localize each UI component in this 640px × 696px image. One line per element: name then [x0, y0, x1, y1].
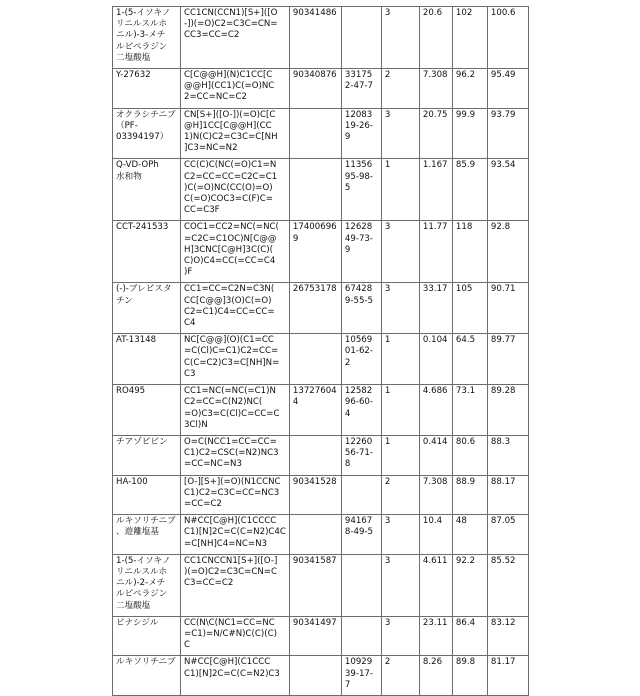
smiles-cell: CC1=CC=C2N=C3N( CC[C@@]3(O)C(=O) C2=C1)C4=CC=CC= C4	[181, 283, 290, 334]
cas-number-cell: 11356 95-98- 5	[341, 159, 381, 221]
value-1-cell: 0.104	[419, 334, 452, 385]
value-1-cell: 1.167	[419, 159, 452, 221]
value-1-cell: 0.414	[419, 435, 452, 475]
cas-number-cell	[341, 475, 381, 515]
compound-id-cell	[289, 435, 341, 475]
value-3-cell: 100.6	[487, 7, 528, 69]
value-3-cell: 81.17	[487, 656, 528, 696]
count-cell: 2	[381, 656, 419, 696]
compound-name-cell: ルキソリチニブ	[113, 656, 181, 696]
value-3-cell: 92.8	[487, 221, 528, 283]
table-row	[113, 656, 529, 696]
table-row	[113, 108, 529, 159]
cas-number-cell	[341, 616, 381, 656]
smiles-cell: O=C(NCC1=CC=CC= C1)C2=CSC(=N2)NC3 =CC=NC=N3	[181, 435, 290, 475]
count-cell: 3	[381, 515, 419, 555]
compound-id-cell	[289, 515, 341, 555]
value-2-cell: 105	[452, 283, 487, 334]
value-3-cell: 93.54	[487, 159, 528, 221]
value-1-cell: 8.26	[419, 656, 452, 696]
value-2-cell: 99.9	[452, 108, 487, 159]
count-cell: 3	[381, 7, 419, 69]
cas-number-cell: 12083 19-26- 9	[341, 108, 381, 159]
value-1-cell: 4.686	[419, 385, 452, 436]
table-row	[113, 7, 529, 69]
value-3-cell: 88.3	[487, 435, 528, 475]
cas-number-cell	[341, 7, 381, 69]
smiles-cell: COC1=CC2=NC(=NC( =C2C=C1OC)N[C@@ H]3CNC[C@H]3C(C)( C)O)C4=CC(=CC=C4 )F	[181, 221, 290, 283]
value-3-cell: 90.71	[487, 283, 528, 334]
count-cell: 3	[381, 108, 419, 159]
cas-number-cell: 10569 01-62- 2	[341, 334, 381, 385]
smiles-cell: CC(C)C(NC(=O)C1=N C2=CC=CC=C2C=C1 )C(=O)NC(CC(O)=O) C(=O)COC3=C(F)C= CC=C3F	[181, 159, 290, 221]
count-cell: 3	[381, 616, 419, 656]
compound-id-cell: 90341528	[289, 475, 341, 515]
cas-number-cell: 12628 49-73- 9	[341, 221, 381, 283]
smiles-cell: CC1CNCCN1[S+]([O-] )(=O)C2=C3C=CN=C C3=CC=C2	[181, 554, 290, 616]
cas-number-cell: 10929 39-17- 7	[341, 656, 381, 696]
value-2-cell: 73.1	[452, 385, 487, 436]
count-cell: 3	[381, 221, 419, 283]
value-2-cell: 64.5	[452, 334, 487, 385]
value-2-cell: 96.2	[452, 69, 487, 109]
value-3-cell: 95.49	[487, 69, 528, 109]
compound-id-cell: 26753178	[289, 283, 341, 334]
cas-number-cell: 12582 96-60- 4	[341, 385, 381, 436]
document-page	[0, 0, 640, 640]
table-row	[113, 221, 529, 283]
value-3-cell: 83.12	[487, 616, 528, 656]
value-1-cell: 7.308	[419, 475, 452, 515]
count-cell: 1	[381, 435, 419, 475]
table-row	[113, 515, 529, 555]
value-2-cell: 80.6	[452, 435, 487, 475]
value-1-cell: 11.77	[419, 221, 452, 283]
compound-id-cell	[289, 656, 341, 696]
compound-id-cell: 90341486	[289, 7, 341, 69]
value-3-cell: 85.52	[487, 554, 528, 616]
count-cell: 2	[381, 475, 419, 515]
value-3-cell: 89.77	[487, 334, 528, 385]
cas-number-cell: 33175 2-47-7	[341, 69, 381, 109]
compound-name-cell: Y-27632	[113, 69, 181, 109]
compound-name-cell: (-)-ブレビスタ チン	[113, 283, 181, 334]
value-3-cell: 88.17	[487, 475, 528, 515]
value-1-cell: 4.611	[419, 554, 452, 616]
smiles-cell: N#CC[C@H](C1CCC C1)[N]2C=C(C=N2)C3	[181, 656, 290, 696]
compound-name-cell: 1-(5-イソキノ リニルスルホ ニル)-3-メチ ルピペラジン 二塩酸塩	[113, 7, 181, 69]
table-row	[113, 159, 529, 221]
value-1-cell: 10.4	[419, 515, 452, 555]
value-2-cell: 102	[452, 7, 487, 69]
value-3-cell: 87.05	[487, 515, 528, 555]
count-cell: 3	[381, 283, 419, 334]
compound-id-cell: 90341497	[289, 616, 341, 656]
smiles-cell: C[C@@H](N)C1CC[C @@H](CC1)C(=O)NC 2=CC=NC=C2	[181, 69, 290, 109]
table-row	[113, 69, 529, 109]
value-2-cell: 88.9	[452, 475, 487, 515]
compound-name-cell: チアゾビビン	[113, 435, 181, 475]
table-row	[113, 616, 529, 656]
cas-number-cell: 12260 56-71- 8	[341, 435, 381, 475]
count-cell: 3	[381, 554, 419, 616]
value-1-cell: 20.75	[419, 108, 452, 159]
compound-id-cell	[289, 108, 341, 159]
table-row	[113, 475, 529, 515]
value-2-cell: 118	[452, 221, 487, 283]
compound-name-cell: オクラシチニブ （PF- 03394197）	[113, 108, 181, 159]
compound-name-cell: AT-13148	[113, 334, 181, 385]
value-1-cell: 7.308	[419, 69, 452, 109]
value-2-cell: 92.2	[452, 554, 487, 616]
compound-id-cell	[289, 159, 341, 221]
compound-id-cell	[289, 334, 341, 385]
compound-name-cell: Q-VD-OPh 水和物	[113, 159, 181, 221]
compound-name-cell: 1-(5-イソキノ リニルスルホ ニル)-2-メチ ルピペラジン 二塩酸塩	[113, 554, 181, 616]
value-2-cell: 48	[452, 515, 487, 555]
smiles-cell: NC[C@@](O)(C1=CC =C(Cl)C=C1)C2=CC= C(C=C2)C3=C[NH]N= C3	[181, 334, 290, 385]
table-row	[113, 385, 529, 436]
compound-name-cell: ルキソリチニブ 、遊離塩基	[113, 515, 181, 555]
value-2-cell: 89.8	[452, 656, 487, 696]
smiles-cell: CC1CN(CCN1)[S+]([O -])(=O)C2=C3C=CN= CC3=CC=C2	[181, 7, 290, 69]
table-row	[113, 554, 529, 616]
smiles-cell: CC1=NC(=NC(=C1)N C2=CC=C(N2)NC( =O)C3=C(Cl)C=CC=C 3Cl)N	[181, 385, 290, 436]
compound-table-body	[113, 7, 529, 696]
value-3-cell: 93.79	[487, 108, 528, 159]
compound-name-cell: HA-100	[113, 475, 181, 515]
value-1-cell: 33.17	[419, 283, 452, 334]
value-1-cell: 20.6	[419, 7, 452, 69]
compound-name-cell: RO495	[113, 385, 181, 436]
smiles-cell: N#CC[C@H](C1CCCC C1)[N]2C=C(C=N2)C4C =C[NH]C4=NC=N3	[181, 515, 290, 555]
count-cell: 1	[381, 334, 419, 385]
cas-number-cell: 94167 8-49-5	[341, 515, 381, 555]
table-row	[113, 334, 529, 385]
compound-table	[112, 6, 529, 696]
value-3-cell: 89.28	[487, 385, 528, 436]
compound-id-cell: 13727604 4	[289, 385, 341, 436]
compound-id-cell: 90341587	[289, 554, 341, 616]
table-row	[113, 435, 529, 475]
compound-name-cell: ピナシジル	[113, 616, 181, 656]
count-cell: 1	[381, 159, 419, 221]
compound-id-cell: 17400696 9	[289, 221, 341, 283]
value-2-cell: 85.9	[452, 159, 487, 221]
value-1-cell: 23.11	[419, 616, 452, 656]
smiles-cell: [O-][S+](=O)(N1CCNC C1)C2=C3C=CC=NC3 =CC=C2	[181, 475, 290, 515]
count-cell: 2	[381, 69, 419, 109]
cas-number-cell: 67428 9-55-5	[341, 283, 381, 334]
count-cell: 1	[381, 385, 419, 436]
cas-number-cell	[341, 554, 381, 616]
compound-name-cell: CCT-241533	[113, 221, 181, 283]
smiles-cell: CC(N\C(NC1=CC=NC =C1)=N/C#N)C(C)(C) C	[181, 616, 290, 656]
compound-id-cell: 90340876	[289, 69, 341, 109]
value-2-cell: 86.4	[452, 616, 487, 656]
table-row	[113, 283, 529, 334]
smiles-cell: CN[S+]([O-])(=O)C[C @H]1CC[C@@H](CC 1)N(C)C2=C3C=C[NH ]C3=NC=N2	[181, 108, 290, 159]
